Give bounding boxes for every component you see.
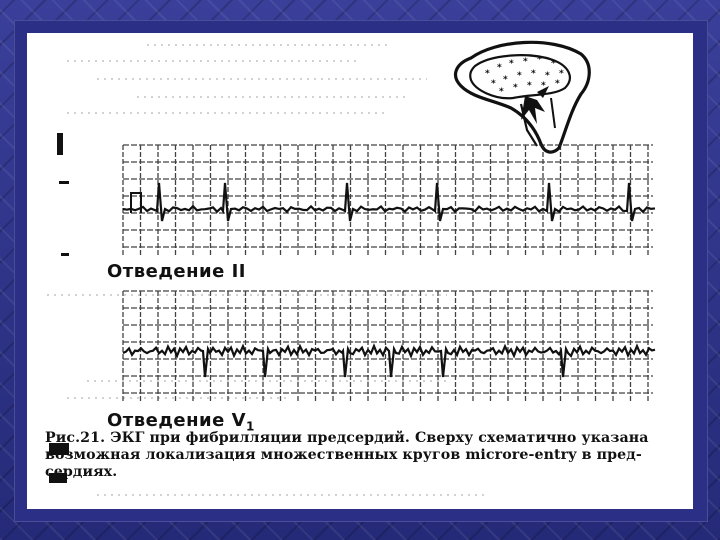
lead-v1-grid	[123, 291, 653, 403]
svg-text:*: *	[509, 59, 514, 69]
lead-ii-trace	[123, 183, 655, 221]
svg-text:*: *	[503, 75, 508, 85]
svg-text:*: *	[497, 63, 502, 73]
lead-ii-label: Отведение II	[107, 261, 246, 282]
figure-caption	[45, 430, 685, 481]
scanned-page	[27, 33, 693, 509]
svg-text:*: *	[523, 57, 528, 67]
svg-text:*: *	[485, 69, 490, 79]
svg-text:*: *	[541, 81, 546, 91]
svg-text:*: *	[559, 69, 564, 79]
svg-text:*: *	[513, 83, 518, 93]
svg-text:*: *	[545, 71, 550, 81]
caption-line-2: возможная локализация множественных кругов microre-entry в пред-	[45, 447, 642, 463]
svg-text:*: *	[531, 69, 536, 79]
caption-line-3: сердиях.	[45, 464, 118, 480]
svg-text:*: *	[527, 81, 532, 91]
svg-text:*: *	[551, 59, 556, 69]
svg-text:*: *	[555, 79, 560, 89]
svg-text:*: *	[499, 87, 504, 97]
svg-text:*: *	[491, 79, 496, 89]
lead-v1-subscript: 1	[246, 419, 255, 434]
svg-text:*: *	[537, 55, 542, 65]
lead-v1-label-text: Отведение V	[107, 410, 247, 431]
lead-ii-grid	[123, 145, 653, 257]
lead-v1-trace	[123, 346, 655, 377]
caption-line-1: Рис.21. ЭКГ при фибрилляции предсердий. Сверху схематично указана	[45, 430, 649, 446]
svg-text:*: *	[517, 71, 522, 81]
